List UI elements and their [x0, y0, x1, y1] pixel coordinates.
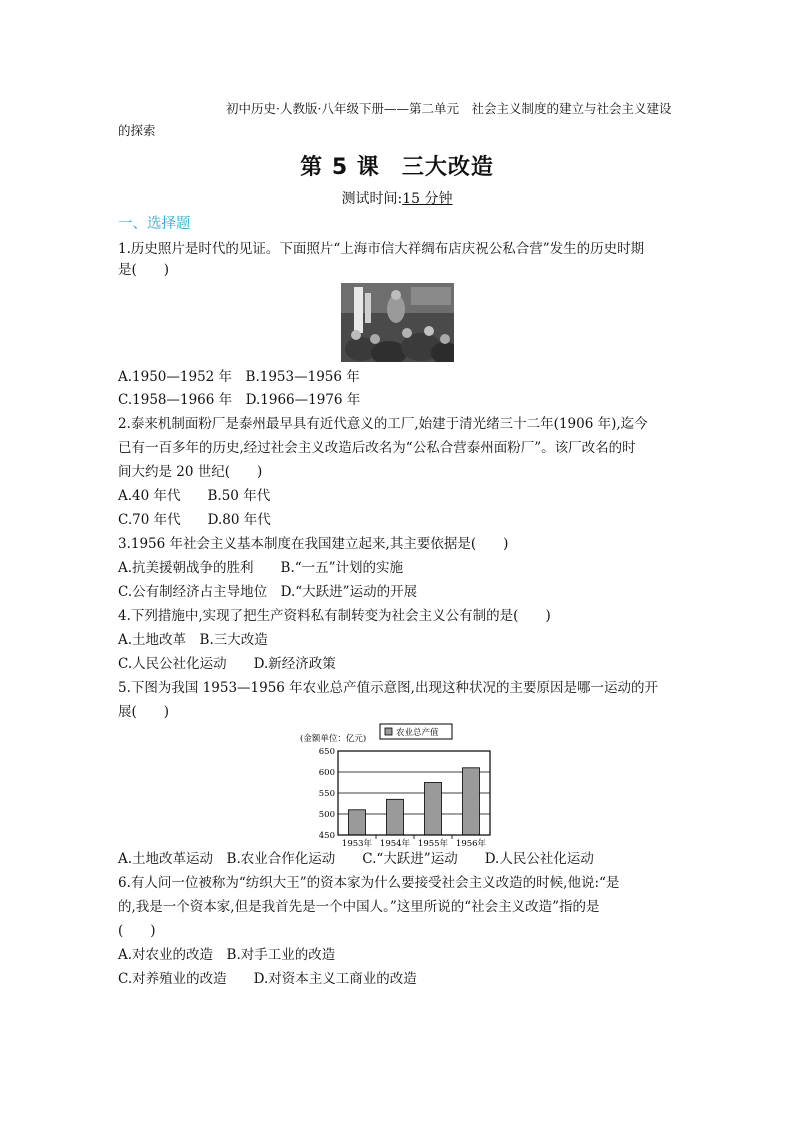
header-line-2: 的探索: [118, 123, 156, 138]
chart-legend: [380, 724, 452, 739]
lesson-title: [0, 150, 794, 181]
chart-ytick-label: 450: [318, 831, 335, 841]
legend-label: 农业总产值: [396, 728, 439, 738]
q6-options-line-2: C.对养殖业的改造 D.对资本主义工商业的改造: [118, 971, 417, 987]
q1-options-line-1: A.1950—1952 年 B.1953—1956 年: [118, 369, 360, 385]
q2-stem-line-2: 已有一百多年的历史,经过社会主义改造后改名为“公私合营泰州面粉厂”。该厂改名的时: [118, 440, 636, 456]
chart-bar: [463, 768, 480, 835]
q2-stem-line-1: 2.泰来机制面粉厂是泰州最早具有近代意义的工厂,始建于清光绪三十二年(1906 年),迄今: [118, 416, 648, 432]
test-time-value: 15 分钟: [402, 191, 453, 207]
chart-category-label: 1953年: [341, 839, 373, 849]
q4-options-line-1: A.土地改革 B.三大改造: [118, 632, 268, 648]
q1-stem-line-2: 是( ): [118, 262, 170, 278]
chart-category-label: 1955年: [417, 839, 449, 849]
q2-stem-line-3: 间大约是 20 世纪( ): [118, 464, 263, 480]
header-line-1: 初中历史·人教版·八年级下册——第二单元 社会主义制度的建立与社会主义建设: [226, 101, 672, 116]
q2-options-line-2: C.70 年代 D.80 年代: [118, 512, 271, 528]
q3-stem-line-1: 3.1956 年社会主义基本制度在我国建立起来,其主要依据是( ): [118, 536, 509, 552]
lesson-number: 第 5 课: [300, 155, 380, 180]
chart-ytick-label: 600: [318, 768, 335, 778]
chart-ytick-label: 550: [318, 789, 335, 799]
q1-options-line-2: C.1958—1966 年 D.1966—1976 年: [118, 392, 361, 408]
q3-options-line-2: C.公有制经济占主导地位 D.“大跃进”运动的开展: [118, 584, 418, 600]
q1-historical-photo: [341, 283, 454, 362]
q3-options-line-1: A.抗美援朝战争的胜利 B.“一五”计划的实施: [118, 560, 404, 576]
q6-stem-line-1: 6.有人问一位被称为“纺织大王”的资本家为什么要接受社会主义改造的时候,他说:“是: [118, 875, 620, 891]
q5-stem-line-1: 5.下图为我国 1953—1956 年农业总产值示意图,出现这种状况的主要原因是哪一运动的开: [118, 680, 658, 696]
legend-swatch: [385, 728, 392, 735]
chart-bar: [349, 810, 366, 835]
q1-photo-image: [341, 283, 454, 362]
q2-options-line-1: A.40 年代 B.50 年代: [118, 488, 271, 504]
chart-bar: [425, 783, 442, 836]
q6-options-line-1: A.对农业的改造 B.对手工业的改造: [118, 947, 336, 963]
chart-ytick-label: 500: [318, 810, 335, 820]
chart-ylabel: (金额单位：亿元): [300, 734, 367, 744]
lesson-name: 三大改造: [401, 155, 494, 180]
q5-bar-chart: [296, 721, 496, 849]
chart-category-label: 1956年: [455, 839, 487, 849]
q6-stem-line-3: ( ): [118, 923, 156, 939]
chart-plot-area: [319, 747, 490, 849]
q4-stem-line-1: 4.下列措施中,实现了把生产资料私有制转变为社会主义公有制的是( ): [118, 608, 551, 624]
q4-options-line-2: C.人民公社化运动 D.新经济政策: [118, 656, 336, 672]
section-title: 一、选择题: [118, 216, 191, 232]
q5-options-line-1: A.土地改革运动 B.农业合作化运动 C.“大跃进”运动 D.人民公社化运动: [118, 851, 594, 867]
chart-ytick-label: 650: [318, 747, 335, 757]
chart-bar: [387, 799, 404, 835]
chart-svg: [296, 721, 496, 849]
chart-category-label: 1954年: [379, 839, 411, 849]
q1-stem-line-1: 1.历史照片是时代的见证。下面照片“上海市信大祥绸布店庆祝公私合营”发生的历史时期: [118, 241, 645, 257]
q5-stem-line-2: 展( ): [118, 704, 170, 720]
test-time: [0, 188, 794, 208]
q6-stem-line-2: 的,我是一个资本家,但是我首先是一个中国人。”这里所说的“社会主义改造”指的是: [118, 899, 600, 915]
test-time-label: 测试时间:: [341, 191, 403, 207]
